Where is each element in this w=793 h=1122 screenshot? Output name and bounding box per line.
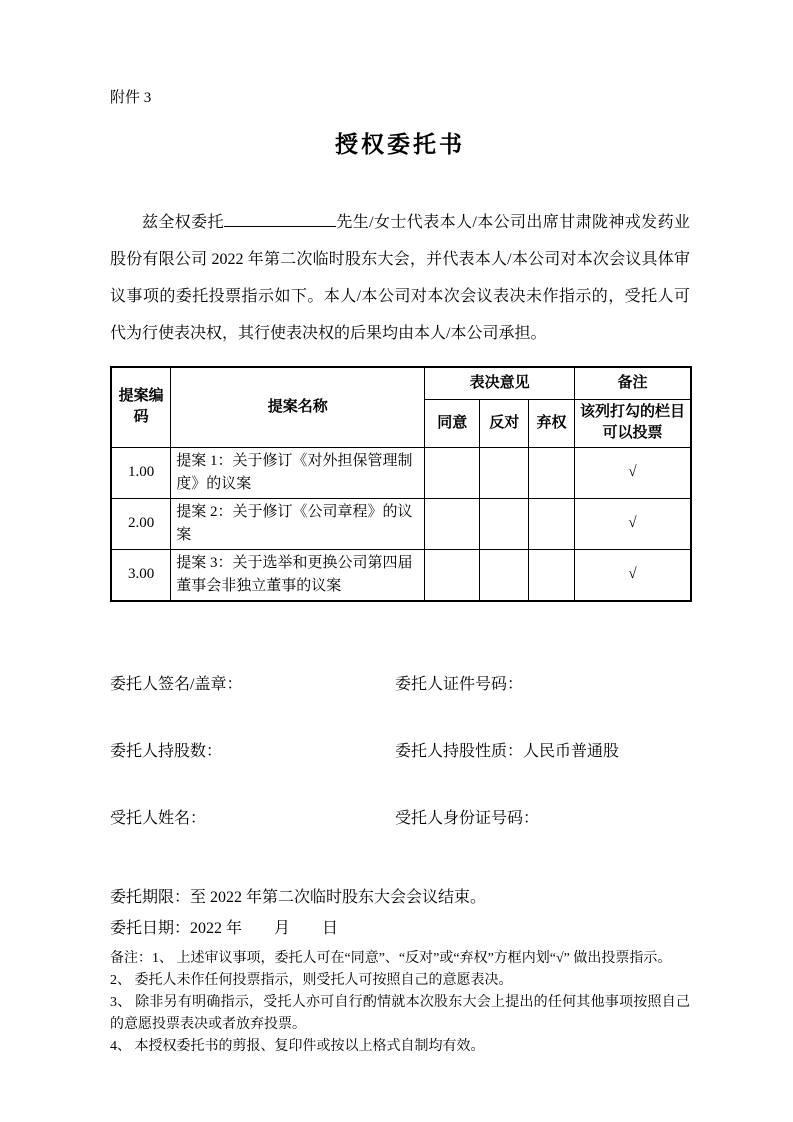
principal-signature-label: 委托人签名/盖章： (110, 675, 243, 693)
intro-paragraph (110, 204, 690, 352)
remark-checkmark-cell: √ (574, 447, 691, 498)
proposal-code-cell: 2.00 (111, 498, 171, 549)
principal-shares-label: 委托人持股数： (110, 742, 223, 760)
col-header-remark: 备注 (574, 367, 691, 399)
note-item-2: 2、 委托人未作任何投票指示，则受托人可按照自己的意愿表决。 (110, 972, 513, 988)
agent-id-number-label: 受托人身份证号码： (395, 809, 540, 827)
proposals-table (110, 366, 692, 602)
vote-oppose-cell (480, 447, 529, 498)
table-row (111, 498, 691, 549)
principal-id-number-label: 委托人证件号码： (395, 675, 524, 693)
vote-oppose-cell (480, 498, 529, 549)
note-item-4: 4、 本授权委托书的剪报、复印件或按以上格式自制均有效。 (110, 1038, 485, 1054)
proposal-name-cell: 提案 2：关于修订《公司章程》的议案 (171, 498, 425, 549)
vote-abstain-cell (529, 447, 575, 498)
proposal-name-cell: 提案 3：关于选举和更换公司第四届董事会非独立董事的议案 (171, 549, 425, 601)
proposal-code-cell: 3.00 (111, 549, 171, 601)
intro-rest-text: 先生/女士代表本人/本公司出席甘肃陇神戎发药业股份有限公司 2022 年第二次临时股东大会，并代表本人/本公司对本次会议具体审议事项的委托投票指示如下。本人/本公司对本次会议表决未作指示的，受托人可代为行使表决权，其行使表决权的后果均由本人/本公司承担。 (110, 214, 690, 342)
note-item-3: 3、 除非另有明确指示，受托人亦可自行酌情就本次股东大会上提出的任何其他事项按照自己的意愿投票表决或者放弃投票。 (110, 994, 690, 1032)
intro-lead-text: 兹全权委托 (142, 214, 224, 231)
col-header-agree: 同意 (425, 399, 480, 447)
proxy-term-line: 委托期限：至 2022 年第二次临时股东大会会议结束。 (110, 888, 487, 906)
signature-fields (110, 674, 690, 829)
col-header-oppose: 反对 (480, 399, 529, 447)
field-row-principal-shares (110, 741, 690, 762)
table-row (111, 447, 691, 498)
note-item-1: 备注：1、 上述审议事项，委托人可在“同意”、“反对”或“弃权”方框内划“√” 做出投票指示。 (110, 950, 672, 966)
col-header-remark-sub: 该列打勾的栏目可以投票 (574, 399, 691, 447)
table-row (111, 549, 691, 601)
agent-name-label: 受托人姓名： (110, 809, 207, 827)
col-header-voting-opinion: 表决意见 (425, 367, 575, 399)
proposal-code-cell: 1.00 (111, 447, 171, 498)
proxy-date-line: 委托日期：2022 年 月 日 (110, 919, 339, 937)
col-header-proposal-code: 提案编码 (111, 367, 171, 447)
vote-agree-cell (425, 447, 480, 498)
principal-share-type-label: 委托人持股性质：人民币普通股 (395, 742, 620, 760)
page-title: 授权委托书 (335, 132, 465, 157)
field-row-agent-name (110, 808, 690, 829)
vote-agree-cell (425, 498, 480, 549)
principal-name-blank (224, 211, 336, 227)
attachment-label: 附件 3 (110, 90, 152, 106)
vote-agree-cell (425, 549, 480, 601)
proposal-name-cell: 提案 1：关于修订《对外担保管理制度》的议案 (171, 447, 425, 498)
col-header-abstain: 弃权 (529, 399, 575, 447)
remark-checkmark-cell: √ (574, 498, 691, 549)
vote-oppose-cell (480, 549, 529, 601)
vote-abstain-cell (529, 498, 575, 549)
vote-abstain-cell (529, 549, 575, 601)
col-header-proposal-name: 提案名称 (171, 367, 425, 447)
notes-section (110, 948, 690, 1058)
remark-checkmark-cell: √ (574, 549, 691, 601)
field-row-principal-signature (110, 674, 690, 695)
